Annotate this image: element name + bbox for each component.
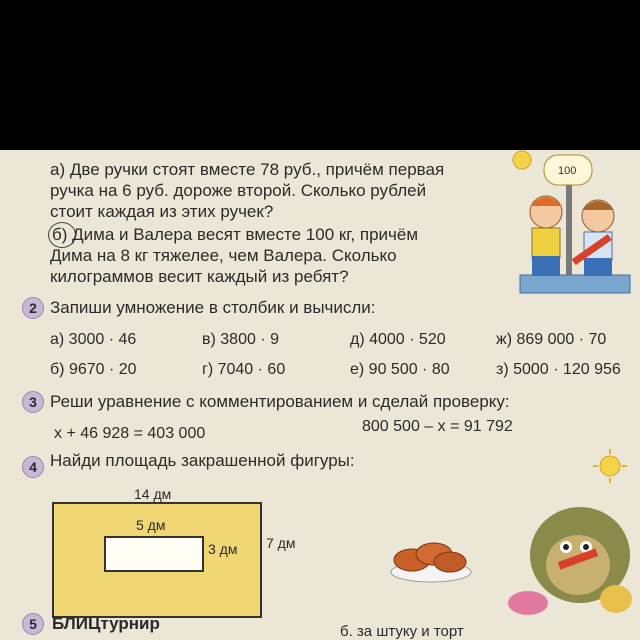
dimension-inner-height-label: 3 дм — [208, 541, 238, 557]
task2-item-z: з) 5000 · 120 956 — [496, 361, 621, 378]
task3-equation-2: 800 500 – x = 91 792 — [362, 418, 513, 435]
sun-icon — [590, 448, 630, 484]
task2-item-v: в) 3800 · 9 — [202, 331, 279, 348]
task2-item-a: а) 3000 · 46 — [50, 331, 137, 348]
task5-heading: БЛИЦтурнир — [52, 614, 160, 633]
textbook-page — [0, 150, 640, 640]
hedgehog-illustration — [500, 495, 640, 620]
task2-item-e: е) 90 500 · 80 — [350, 361, 450, 378]
pies-plate-illustration — [386, 530, 476, 590]
task1-b-line1: б) Дима и Валера весят вместе 100 кг, причём — [52, 225, 419, 244]
boys-scale-illustration — [500, 150, 640, 300]
task3-equation-1: x + 46 928 = 403 000 — [54, 425, 206, 442]
dimension-top-label: 14 дм — [134, 486, 172, 502]
task2-item-g: г) 7040 · 60 — [202, 361, 286, 378]
task1-a-line3: стоит каждая из этих ручек? — [50, 202, 274, 221]
task4-number-badge: 4 — [22, 456, 44, 478]
inner-rectangle — [104, 536, 204, 572]
task2-number-badge: 2 — [22, 297, 44, 319]
dimension-right-label: 7 дм — [266, 535, 296, 551]
scale-dial-label: 100 — [558, 165, 577, 177]
task3-number-badge: 3 — [22, 391, 44, 413]
task5-partial-text: б. за штуку и торт — [340, 623, 464, 640]
task4-heading: Найди площадь закрашенной фигуры: — [50, 451, 355, 470]
task2-item-zh: ж) 869 000 · 70 — [496, 331, 607, 348]
task1-b-line2: Дима на 8 кг тяжелее, чем Валера. Сколько — [50, 246, 397, 265]
task2-item-d: д) 4000 · 520 — [350, 331, 446, 348]
task1-b-line3: килограммов весит каждый из ребят? — [50, 267, 349, 286]
task2-heading: Запиши умножение в столбик и вычисли: — [50, 298, 376, 317]
task1-a-line1: а) Две ручки стоят вместе 78 руб., причём первая — [50, 160, 445, 179]
task2-item-b: б) 9670 · 20 — [50, 361, 137, 378]
task1-a-line2: ручка на 6 руб. дороже второй. Сколько рублей — [50, 181, 427, 200]
dimension-inner-width-label: 5 дм — [136, 517, 166, 533]
task5-number-badge: 5 — [22, 613, 44, 635]
task3-heading: Реши уравнение с комментированием и сделай проверку: — [50, 392, 510, 411]
